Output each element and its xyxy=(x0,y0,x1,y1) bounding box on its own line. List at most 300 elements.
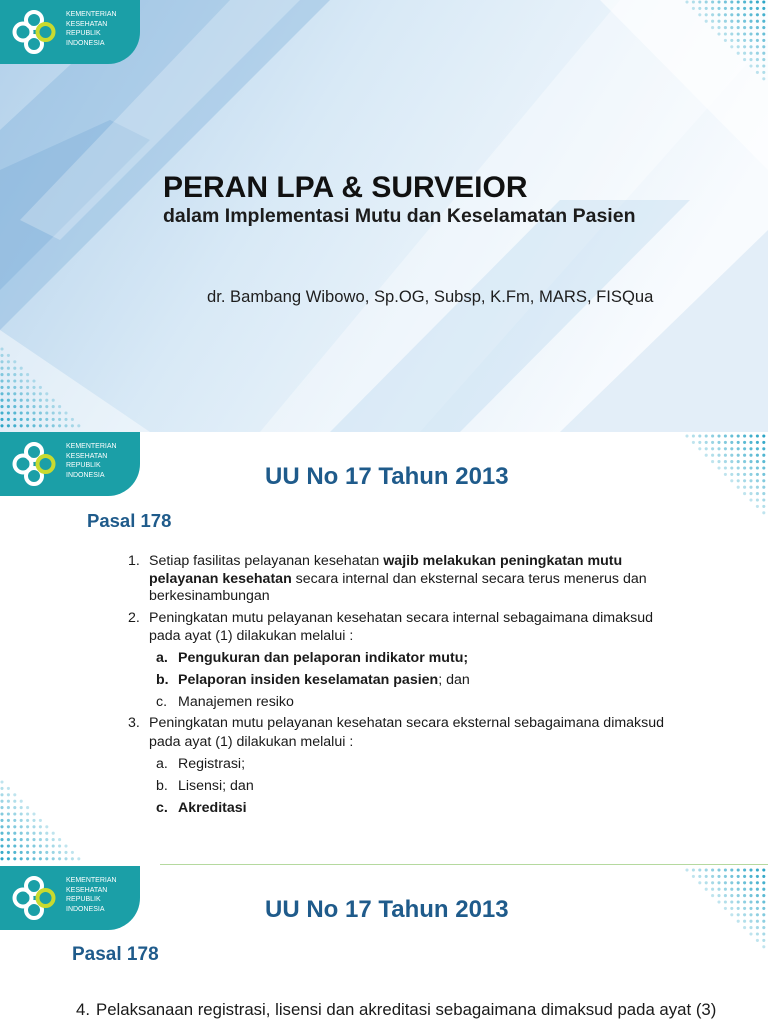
decor-dot xyxy=(762,505,765,508)
decor-dot xyxy=(717,868,720,871)
decor-dot xyxy=(13,392,16,395)
decor-dot xyxy=(7,800,10,803)
decor-dot xyxy=(0,405,3,408)
list-marker: 1. xyxy=(128,553,140,569)
decor-dot xyxy=(749,52,752,55)
decor-dot xyxy=(724,7,727,10)
decor-dot xyxy=(749,913,752,916)
decor-dot xyxy=(737,473,740,476)
decor-dot xyxy=(762,0,765,3)
decor-dot xyxy=(7,354,10,357)
decor-dot xyxy=(743,907,746,910)
decor-dot xyxy=(13,373,16,376)
decor-dot xyxy=(52,844,55,847)
decor-dot xyxy=(730,32,733,35)
decor-dot xyxy=(743,473,746,476)
decor-dot xyxy=(743,52,746,55)
decor-dot xyxy=(692,868,695,871)
decor-dot xyxy=(0,819,3,822)
sublist-marker: b. xyxy=(156,672,169,688)
decor-dot xyxy=(730,460,733,463)
decor-dot xyxy=(749,932,752,935)
decor-dot xyxy=(64,411,67,414)
decor-dot xyxy=(737,920,740,923)
decor-dot xyxy=(711,26,714,29)
decor-dot xyxy=(743,20,746,23)
decor-dot xyxy=(717,447,720,450)
decor-dot xyxy=(0,844,3,847)
decor-dot xyxy=(58,851,61,854)
logo-text xyxy=(66,876,117,914)
decor-dot xyxy=(45,418,48,421)
dot-pattern-bottom-left xyxy=(0,347,81,428)
decor-dot xyxy=(7,793,10,796)
sublist-marker: a. xyxy=(156,650,168,666)
decor-dot xyxy=(711,20,714,23)
decor-dot xyxy=(26,424,29,427)
decor-dot xyxy=(743,32,746,35)
decor-dot xyxy=(717,20,720,23)
decor-dot xyxy=(711,7,714,10)
decor-dot xyxy=(730,913,733,916)
decor-dot xyxy=(32,386,35,389)
decor-dot xyxy=(762,511,765,514)
decor-dot xyxy=(717,460,720,463)
decor-dot xyxy=(685,0,688,3)
decor-dot xyxy=(762,920,765,923)
decor-dot xyxy=(749,926,752,929)
decor-dot xyxy=(685,434,688,437)
decor-dot xyxy=(711,875,714,878)
decor-dot xyxy=(32,838,35,841)
decor-dot xyxy=(762,64,765,67)
decor-dot xyxy=(39,411,42,414)
decor-dot xyxy=(39,392,42,395)
decor-dot xyxy=(724,460,727,463)
decor-dot xyxy=(756,7,759,10)
decor-dot xyxy=(20,832,23,835)
decor-dot xyxy=(26,838,29,841)
decor-dot xyxy=(749,868,752,871)
list-item-4-line xyxy=(96,1000,716,1020)
decor-dot xyxy=(730,39,733,42)
decor-dot xyxy=(705,434,708,437)
decor-dot xyxy=(749,875,752,878)
decor-dot xyxy=(756,486,759,489)
decor-dot xyxy=(58,857,61,860)
slide-title: UU No 17 Tahun 2013 xyxy=(265,463,509,490)
decor-dot xyxy=(762,492,765,495)
decor-dot xyxy=(724,20,727,23)
list-item-3-line xyxy=(149,733,353,751)
decor-dot xyxy=(743,894,746,897)
decor-dot xyxy=(762,926,765,929)
decor-dot xyxy=(749,441,752,444)
decor-dot xyxy=(32,832,35,835)
decor-dot xyxy=(52,851,55,854)
decor-dot xyxy=(762,454,765,457)
list-text: Manajemen resiko xyxy=(178,694,294,710)
decor-dot xyxy=(7,851,10,854)
decor-dot xyxy=(743,460,746,463)
decor-dot xyxy=(762,473,765,476)
decor-dot xyxy=(45,411,48,414)
decor-dot xyxy=(7,379,10,382)
decor-dot xyxy=(743,466,746,469)
decor-dot xyxy=(762,881,765,884)
decor-dot xyxy=(698,881,701,884)
sublist-item xyxy=(178,777,254,795)
decor-dot xyxy=(730,7,733,10)
decor-dot xyxy=(0,418,3,421)
decor-dot xyxy=(77,857,80,860)
decor-dot xyxy=(756,466,759,469)
decor-dot xyxy=(13,838,16,841)
decor-dot xyxy=(756,894,759,897)
decor-dot xyxy=(7,844,10,847)
decor-dot xyxy=(749,881,752,884)
logo-text-line: INDONESIA xyxy=(66,39,105,47)
decor-dot xyxy=(692,875,695,878)
decor-dot xyxy=(756,875,759,878)
decor-dot xyxy=(71,857,74,860)
decor-dot xyxy=(7,825,10,828)
decor-dot xyxy=(730,20,733,23)
decor-dot xyxy=(737,39,740,42)
decor-dot xyxy=(762,58,765,61)
decor-dot xyxy=(737,441,740,444)
decor-dot xyxy=(743,434,746,437)
list-item-1-line xyxy=(149,552,622,570)
list-text: berkesinambungan xyxy=(149,588,270,604)
dot-pattern-top-right xyxy=(685,0,766,81)
decor-dot xyxy=(26,812,29,815)
decor-dot xyxy=(749,920,752,923)
list-text: Pelaksanaan registrasi, lisensi dan akreditasi sebagaimana dimaksud pada ayat (3) xyxy=(96,1000,717,1019)
decor-dot xyxy=(717,888,720,891)
decor-dot xyxy=(39,851,42,854)
decor-dot xyxy=(762,441,765,444)
decor-dot xyxy=(762,913,765,916)
decor-dot xyxy=(756,58,759,61)
decor-dot xyxy=(724,26,727,29)
decor-dot xyxy=(749,460,752,463)
decor-dot xyxy=(749,473,752,476)
decor-dot xyxy=(762,39,765,42)
decor-dot xyxy=(32,392,35,395)
decor-dot xyxy=(749,907,752,910)
decor-dot xyxy=(13,367,16,370)
decor-dot xyxy=(0,354,3,357)
decor-dot xyxy=(45,832,48,835)
decor-dot xyxy=(756,52,759,55)
decor-dot xyxy=(7,812,10,815)
decor-dot xyxy=(762,939,765,942)
decor-dot xyxy=(58,405,61,408)
logo-accent-loop xyxy=(38,24,54,40)
decor-dot xyxy=(724,32,727,35)
logo-text-line: REPUBLIK xyxy=(66,30,101,37)
decor-dot xyxy=(749,26,752,29)
decor-dot xyxy=(711,13,714,16)
decor-dot xyxy=(737,447,740,450)
logo-text-line: REPUBLIK xyxy=(66,896,101,903)
decor-dot xyxy=(724,466,727,469)
decor-dot xyxy=(0,347,3,350)
decor-dot xyxy=(39,857,42,860)
sublist-item xyxy=(178,671,470,689)
decor-dot xyxy=(39,405,42,408)
decor-dot xyxy=(756,932,759,935)
decor-dot xyxy=(730,466,733,469)
decor-dot xyxy=(705,454,708,457)
decor-dot xyxy=(737,888,740,891)
decor-dot xyxy=(0,800,3,803)
decor-dot xyxy=(730,868,733,871)
decor-dot xyxy=(7,418,10,421)
list-text: pada ayat (1) dilakukan melalui : xyxy=(149,734,354,750)
decor-dot xyxy=(730,441,733,444)
decor-dot xyxy=(743,454,746,457)
decor-dot xyxy=(749,486,752,489)
decor-dot xyxy=(762,945,765,948)
decor-dot xyxy=(26,399,29,402)
decor-dot xyxy=(724,888,727,891)
decor-dot xyxy=(749,492,752,495)
decor-dot xyxy=(32,379,35,382)
decor-dot xyxy=(13,379,16,382)
decor-dot xyxy=(0,825,3,828)
decor-dot xyxy=(730,479,733,482)
decor-dot xyxy=(26,405,29,408)
decor-dot xyxy=(0,399,3,402)
decor-dot xyxy=(0,373,3,376)
decor-dot xyxy=(58,418,61,421)
decor-dot xyxy=(39,386,42,389)
decor-dot xyxy=(756,939,759,942)
decor-dot xyxy=(762,13,765,16)
decor-dot xyxy=(724,900,727,903)
decor-dot xyxy=(52,411,55,414)
decor-dot xyxy=(743,447,746,450)
logo-text xyxy=(66,10,117,48)
decor-dot xyxy=(724,39,727,42)
sublist-marker: b. xyxy=(156,778,168,794)
decor-dot xyxy=(0,386,3,389)
decor-dot xyxy=(20,379,23,382)
decor-dot xyxy=(39,825,42,828)
decor-dot xyxy=(730,45,733,48)
decor-dot xyxy=(13,857,16,860)
ministry-logo xyxy=(0,432,140,496)
list-text-emphasis: Akreditasi xyxy=(178,800,247,816)
decor-dot xyxy=(13,424,16,427)
decor-dot xyxy=(705,0,708,3)
decor-dot xyxy=(64,851,67,854)
decor-dot xyxy=(32,424,35,427)
decor-dot xyxy=(698,7,701,10)
logo-accent-loop xyxy=(38,890,54,906)
decor-dot xyxy=(756,39,759,42)
decor-dot xyxy=(749,0,752,3)
decor-dot xyxy=(26,411,29,414)
decor-dot xyxy=(58,411,61,414)
decor-dot xyxy=(7,373,10,376)
decor-dot xyxy=(756,0,759,3)
decor-dot xyxy=(762,486,765,489)
slide-subtitle: dalam Implementasi Mutu dan Keselamatan Pasien xyxy=(163,205,636,227)
decor-dot xyxy=(39,399,42,402)
decor-dot xyxy=(698,13,701,16)
sublist-item xyxy=(178,693,294,711)
decor-dot xyxy=(756,505,759,508)
decor-dot xyxy=(762,26,765,29)
slide-3 xyxy=(0,864,768,1024)
decor-dot xyxy=(737,434,740,437)
decor-dot xyxy=(730,0,733,3)
decor-dot xyxy=(762,868,765,871)
decor-dot xyxy=(13,806,16,809)
decor-dot xyxy=(756,926,759,929)
decor-dot xyxy=(756,26,759,29)
decor-dot xyxy=(756,20,759,23)
decor-dot xyxy=(0,857,3,860)
decor-dot xyxy=(39,418,42,421)
decor-dot xyxy=(724,13,727,16)
decor-dot xyxy=(32,812,35,815)
decor-dot xyxy=(762,900,765,903)
decor-dot xyxy=(26,819,29,822)
logo-text-line: KEMENTERIAN xyxy=(66,11,117,18)
logo-text-line: INDONESIA xyxy=(66,471,105,479)
decor-dot xyxy=(20,825,23,828)
decor-dot xyxy=(737,486,740,489)
decor-dot xyxy=(0,806,3,809)
decor-dot xyxy=(743,58,746,61)
decor-dot xyxy=(730,434,733,437)
decor-dot xyxy=(762,907,765,910)
sublist-marker: c. xyxy=(156,694,168,710)
decor-dot xyxy=(717,875,720,878)
decor-dot xyxy=(717,900,720,903)
decor-dot xyxy=(45,399,48,402)
logo-text-line: KEMENTERIAN xyxy=(66,877,117,884)
decor-dot xyxy=(717,7,720,10)
decor-dot xyxy=(698,434,701,437)
decor-dot xyxy=(737,7,740,10)
decor-dot xyxy=(730,894,733,897)
decor-dot xyxy=(20,418,23,421)
logo-text-line: REPUBLIK xyxy=(66,462,101,469)
logo-text-line: KEMENTERIAN xyxy=(66,443,117,450)
decor-dot xyxy=(20,367,23,370)
decor-dot xyxy=(26,379,29,382)
list-marker: 3. xyxy=(128,715,140,731)
decor-dot xyxy=(0,360,3,363)
decor-dot xyxy=(7,424,10,427)
decor-dot xyxy=(730,888,733,891)
decor-dot xyxy=(13,819,16,822)
decor-dot xyxy=(20,800,23,803)
decor-dot xyxy=(749,58,752,61)
decor-dot xyxy=(7,819,10,822)
decor-dot xyxy=(698,0,701,3)
decor-dot xyxy=(743,868,746,871)
decor-dot xyxy=(749,20,752,23)
decor-dot xyxy=(762,52,765,55)
slide-title: PERAN LPA & SURVEIOR xyxy=(163,171,528,204)
decor-dot xyxy=(13,399,16,402)
kemenkes-logo-icon xyxy=(9,6,59,58)
decor-dot xyxy=(26,844,29,847)
decor-dot xyxy=(743,920,746,923)
decor-dot xyxy=(692,0,695,3)
decor-dot xyxy=(717,13,720,16)
logo-text-line: KESEHATAN xyxy=(66,886,108,894)
decor-dot xyxy=(52,832,55,835)
decor-dot xyxy=(698,447,701,450)
decor-dot xyxy=(32,825,35,828)
decor-dot xyxy=(762,932,765,935)
decor-dot xyxy=(724,473,727,476)
decor-dot xyxy=(724,441,727,444)
decor-dot xyxy=(756,479,759,482)
decor-dot xyxy=(45,844,48,847)
decor-dot xyxy=(749,39,752,42)
decor-dot xyxy=(705,888,708,891)
decor-dot xyxy=(756,492,759,495)
list-item-2-line xyxy=(149,627,353,645)
decor-dot xyxy=(52,418,55,421)
decor-dot xyxy=(0,379,3,382)
decor-dot xyxy=(743,888,746,891)
dot-pattern-top-right xyxy=(685,434,766,515)
decor-dot xyxy=(737,32,740,35)
decor-dot xyxy=(737,875,740,878)
decor-dot xyxy=(32,418,35,421)
decor-dot xyxy=(71,418,74,421)
decor-dot xyxy=(749,466,752,469)
decor-dot xyxy=(64,844,67,847)
decor-dot xyxy=(20,838,23,841)
decor-dot xyxy=(737,894,740,897)
decor-dot xyxy=(52,838,55,841)
decor-dot xyxy=(698,868,701,871)
decor-dot xyxy=(32,844,35,847)
decor-dot xyxy=(730,875,733,878)
decor-dot xyxy=(39,832,42,835)
decor-dot xyxy=(20,411,23,414)
decor-dot xyxy=(13,832,16,835)
decor-dot xyxy=(692,441,695,444)
decor-dot xyxy=(20,424,23,427)
list-marker: 2. xyxy=(128,610,140,626)
decor-dot xyxy=(13,411,16,414)
decor-dot xyxy=(737,20,740,23)
decor-dot xyxy=(749,32,752,35)
decor-dot xyxy=(0,812,3,815)
decor-dot xyxy=(762,466,765,469)
decor-dot xyxy=(730,447,733,450)
list-text-emphasis: Pelaporan insiden keselamatan pasien xyxy=(178,672,439,688)
decor-dot xyxy=(0,780,3,783)
decor-dot xyxy=(730,454,733,457)
decor-dot xyxy=(756,868,759,871)
decor-dot xyxy=(7,399,10,402)
decor-dot xyxy=(762,434,765,437)
list-item-2-line xyxy=(149,609,653,627)
decor-dot xyxy=(0,411,3,414)
